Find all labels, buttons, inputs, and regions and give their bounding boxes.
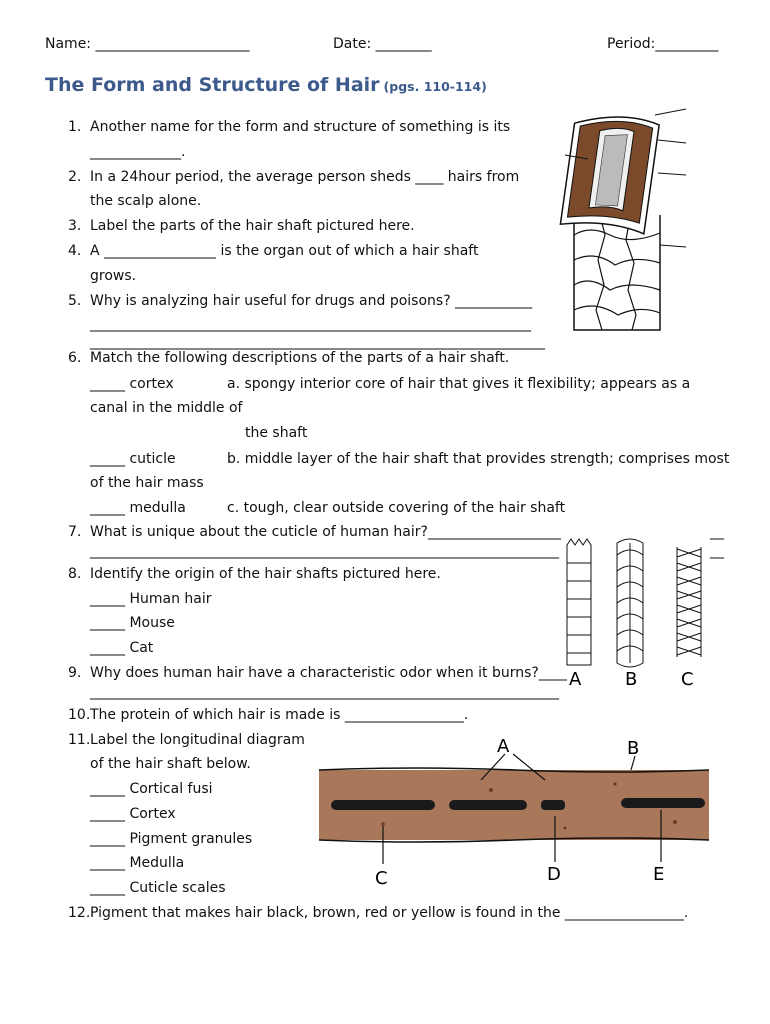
title-main: The Form and Structure of Hair [45,74,380,96]
question-4 [68,242,478,260]
q8-option-cat: _____ Cat [90,640,154,656]
q7-answer-line: ___________________________________________________________________ [90,543,559,559]
q11-option-pigment: _____ Pigment granules [90,831,253,847]
q6-option-b-cont: of the hair mass [90,475,204,491]
pattern-c [677,547,701,657]
long-label-d: D [547,864,561,885]
worksheet-title [45,74,487,96]
question-8 [68,565,441,583]
q9-number: 9. [68,665,82,681]
q7-line-tail-2: __ [710,543,724,559]
q6-option-a-cont2: the shaft [245,425,308,441]
title-pages: (pgs. 110-114) [383,79,487,94]
q6-number: 6. [68,350,82,366]
q5-answer-line-1: _______________________________________________________________ [90,316,531,332]
q1-blank: _____________. [90,144,186,160]
q8-option-human: _____ Human hair [90,591,212,607]
q9-text: Why does human hair have a characteristic odor when it burns?____ [90,665,567,681]
q2-text-cont: the scalp alone. [90,193,202,209]
q7-text: What is unique about the cuticle of human hair?___________________ [90,524,561,540]
q4-number: 4. [68,243,82,259]
q11-number: 11. [68,732,91,748]
q3-text: Label the parts of the hair shaft pictured here. [90,218,415,234]
q4-text: A ________________ is the organ out of which a hair shaft [90,243,479,259]
q5-answer-line-2: _________________________________________________________________ [90,334,545,350]
q10-text: The protein of which hair is made is _________________. [90,707,469,723]
q6-cuticle-blank: _____ cuticle [90,451,176,467]
q11-text: Label the longitudinal diagram [90,732,305,748]
cuticle-label-a: A [569,669,582,690]
q12-text: Pigment that makes hair black, brown, red or yellow is found in the _________________. [90,905,689,921]
q11-option-cortex: _____ Cortex [90,806,176,822]
date-field: Date: ________ [333,36,432,52]
q2-text: In a 24hour period, the average person sheds ____ hairs from [90,169,520,185]
q2-number: 2. [68,169,82,185]
question-9 [68,664,567,682]
q6-option-a: a. spongy interior core of hair that gives it flexibility; appears as a [227,376,691,392]
q6-medulla-blank: _____ medulla [90,500,186,516]
q3-number: 3. [68,218,82,234]
q6-option-a-cont: canal in the middle of [90,400,243,416]
q12-number: 12. [68,905,91,921]
q7-line-tail-1: __ [710,524,724,540]
cuticle-label-b: B [625,669,638,690]
pattern-a [567,539,591,665]
q11-option-cortical-fusi: _____ Cortical fusi [90,781,213,797]
q4-text-cont: grows. [90,268,137,284]
question-12 [68,904,688,922]
q9-answer-line: ___________________________________________________________________ [90,684,559,700]
q6-cortex-blank: _____ cortex [90,376,174,392]
q11-option-medulla: _____ Medulla [90,855,185,871]
long-label-b: B [627,738,640,759]
question-7 [68,523,561,541]
longitudinal-hair-diagram [315,732,715,892]
question-6 [68,349,509,367]
q6-option-c: c. tough, clear outside covering of the hair shaft [227,500,566,516]
cuticle-label-c: C [681,669,694,690]
q5-number: 5. [68,293,82,309]
hair-shaft-diagram [560,95,700,335]
question-1 [68,118,510,136]
q11-option-cuticle-scales: _____ Cuticle scales [90,880,226,896]
q1-text: Another name for the form and structure of something is its [90,119,511,135]
cuticle-patterns-diagram [555,535,745,690]
long-label-c: C [375,868,388,889]
pattern-b [617,539,643,667]
long-label-a: A [497,736,510,757]
question-11 [68,731,305,749]
name-field: Name: ______________________ [45,36,250,52]
q7-number: 7. [68,524,82,540]
question-5 [68,292,532,310]
q6-option-b: b. middle layer of the hair shaft that provides strength; comprises most [227,451,730,467]
q6-text: Match the following descriptions of the parts of a hair shaft. [90,350,510,366]
q10-number: 10. [68,707,91,723]
q8-number: 8. [68,566,82,582]
question-2 [68,168,519,186]
q11-text-cont: of the hair shaft below. [90,756,251,772]
q5-text: Why is analyzing hair useful for drugs and poisons? ___________ [90,293,533,309]
q8-option-mouse: _____ Mouse [90,615,175,631]
q1-number: 1. [68,119,82,135]
question-3 [68,217,415,235]
long-label-e: E [653,864,665,885]
q8-text: Identify the origin of the hair shafts pictured here. [90,566,441,582]
period-field: Period:_________ [607,36,719,52]
question-10 [68,706,468,724]
